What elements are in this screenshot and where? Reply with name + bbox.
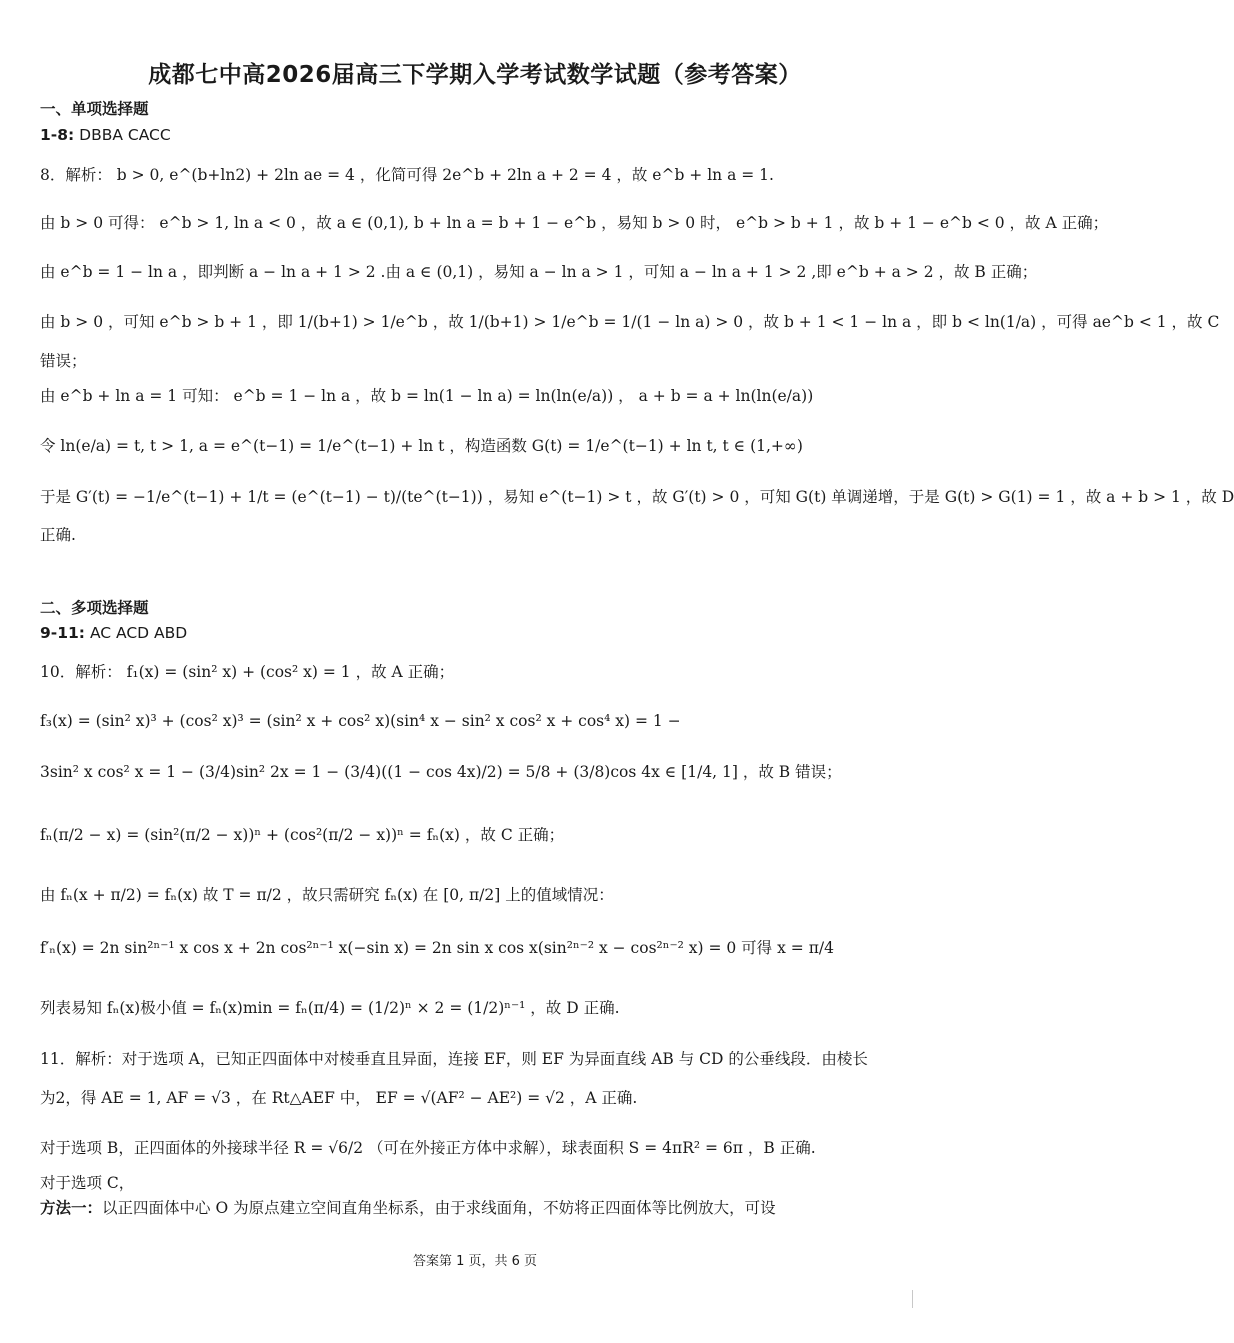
q10-line-5: 由 fₙ(x + π/2) = fₙ(x) 故 T = π/2 ，故只需研究 fₙ(x) 在 [0, π/2] 上的值域情况： — [40, 886, 614, 904]
q10-line-2: f₃(x) = (sin² x)³ + (cos² x)³ = (sin² x + cos² x)(sin⁴ x − sin² x cos² x + cos⁴ x) = 1 − — [40, 712, 681, 730]
page-footer: 答案第 1 页，共 6 页 — [412, 1254, 538, 1269]
q11-line-2: 为2，得 AE = 1, AF = √3 ，在 Rt△AEF 中， EF = √(AF² − AE²) = √2 ，A 正确. — [40, 1089, 638, 1107]
q8-line-1: 8．解析： b > 0, e^(b+ln2) + 2ln ae = 4 ，化简可得 2e^b + 2ln a + 2 = 4 ，故 e^b + ln a = 1. — [40, 166, 774, 184]
q10-line-6: f′ₙ(x) = 2n sin²ⁿ⁻¹ x cos x + 2n cos²ⁿ⁻¹ x(−sin x) = 2n sin x cos x(sin²ⁿ⁻² x − cos²ⁿ⁻² x) = 0 可得 x = π/4 — [40, 939, 834, 957]
answers-label: 9-11: — [40, 624, 85, 642]
multiple-choice-answers — [40, 622, 912, 644]
q8-line-2: 由 b > 0 可得： e^b > 1, ln a < 0 ，故 a ∈ (0,1), b + ln a = b + 1 − e^b ，易知 b > 0 时， e^b > b + 1 ，故 b + 1 − e^b < 0 ，故 A 正确； — [40, 214, 1109, 232]
section-heading-single-choice: 一、单项选择题 — [40, 100, 149, 118]
q10-line-7: 列表易知 fₙ(x)极小值 = fₙ(x)min = fₙ(π/4) = (1/2)ⁿ × 2 = (1/2)ⁿ⁻¹ ，故 D 正确. — [40, 999, 620, 1017]
q8-line-9: 正确. — [40, 526, 76, 544]
q11-line-1: 11．解析：对于选项 A，已知正四面体中对棱垂直且异面，连接 EF，则 EF 为异面直线 AB 与 CD 的公垂线段．由棱长 — [40, 1050, 868, 1068]
q8-line-5: 错误； — [40, 352, 87, 370]
q8-line-8: 于是 G′(t) = −1/e^(t−1) + 1/t = (e^(t−1) − t)/(te^(t−1)) ，易知 e^(t−1) > t ，故 G′(t) > 0 ，可知 G(t) 单调递增，于是 G(t) > G(1) = 1 ，故 a + b > 1 ，故 D — [40, 488, 1234, 506]
answers-value: AC ACD ABD — [89, 624, 188, 642]
answers-label: 1-8: — [40, 126, 75, 144]
scan-mark — [912, 1290, 913, 1308]
q10-line-3: 3sin² x cos² x = 1 − (3/4)sin² 2x = 1 − (3/4)((1 − cos 4x)/2) = 5/8 + (3/8)cos 4x ∈ [1/4, 1] ，故 B 错误； — [40, 763, 842, 781]
q8-line-7: 令 ln(e/a) = t, t > 1, a = e^(t−1) = 1/e^(t−1) + ln t ，构造函数 G(t) = 1/e^(t−1) + ln t, t ∈ (1,+∞) — [40, 437, 803, 455]
q11-line-3: 对于选项 B，正四面体的外接球半径 R = √6/2 （可在外接正方体中求解），球表面积 S = 4πR² = 6π ，B 正确. — [40, 1139, 816, 1157]
method-one-text: 以正四面体中心 O 为原点建立空间直角坐标系，由于求线面角，不妨将正四面体等比例放大，可设 — [102, 1199, 776, 1217]
q8-line-4: 由 b > 0 ，可知 e^b > b + 1 ，即 1/(b+1) > 1/e^b ，故 1/(b+1) > 1/e^b = 1/(1 − ln a) > 0 ，故 b + 1 < 1 − ln a ，即 b < ln(1/a) ，可得 ae^b < 1 ，故 C — [40, 313, 1220, 331]
q8-line-6: 由 e^b + ln a = 1 可知： e^b = 1 − ln a ，故 b = ln(1 − ln a) = ln(ln(e/a)) ， a + b = a + ln(ln(e/a)) — [40, 387, 814, 405]
method-one-label: 方法一： — [40, 1199, 103, 1217]
section-heading-multiple-choice: 二、多项选择题 — [40, 599, 149, 617]
q10-line-1: 10．解析： f₁(x) = (sin² x) + (cos² x) = 1 ，故 A 正确； — [40, 663, 455, 681]
q11-line-4: 对于选项 C， — [40, 1174, 135, 1192]
single-choice-answers — [40, 124, 912, 146]
method-one-line — [40, 1197, 912, 1219]
q8-line-3: 由 e^b = 1 − ln a ，即判断 a − ln a + 1 > 2 .由 a ∈ (0,1) ，易知 a − ln a > 1 ，可知 a − ln a + 1 > 2 ,即 e^b + a > 2 ，故 B 正确； — [40, 263, 1038, 281]
q10-line-4: fₙ(π/2 − x) = (sin²(π/2 − x))ⁿ + (cos²(π/2 − x))ⁿ = fₙ(x) ，故 C 正确； — [40, 826, 565, 844]
answers-value: DBBA CACC — [79, 126, 171, 144]
page-title: 成都七中高2026届高三下学期入学考试数学试题（参考答案） — [148, 62, 802, 88]
